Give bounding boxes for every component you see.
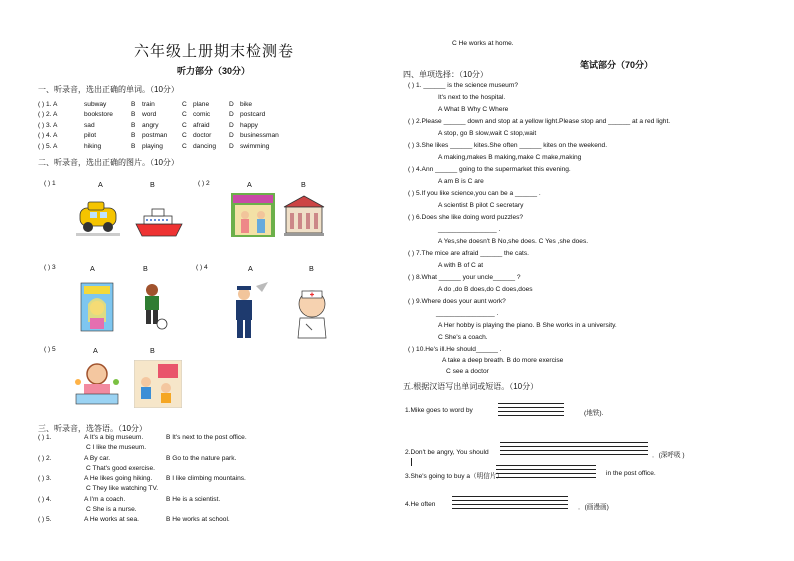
q10-stem: ( ) 10.He's ill.He should______ . xyxy=(408,346,502,353)
section1-row-1-a: subway xyxy=(84,101,107,108)
comic-book-image xyxy=(80,282,114,332)
s5-item-3-text: 3.She's going to buy a（明信片） xyxy=(405,473,504,480)
pic-item-3-option-b: B xyxy=(143,264,148,273)
section1-row-4-cw: doctor xyxy=(193,132,212,140)
q8-options: A do ,do B does,do C does,does xyxy=(438,286,533,293)
q1-options: A What B Why C Where xyxy=(438,106,509,113)
section1-row-4-b: B xyxy=(131,132,136,140)
s5-item-4-text: 4.He often xyxy=(405,501,436,508)
section1-row-3-p: ( ) 3. A xyxy=(38,121,58,129)
q9-option-c: C She's a coach. xyxy=(438,334,488,341)
s5-item-2-writing-lines[interactable] xyxy=(500,442,648,458)
s5-item-3-writing-lines[interactable] xyxy=(496,465,596,481)
section2-heading: 二、听录音，选出正确的图片。（10分） xyxy=(38,158,179,167)
section1-row-5-bw: playing xyxy=(142,142,163,150)
pic-item-1-option-b: B xyxy=(150,180,155,189)
section3-row-2-a: A By car. xyxy=(84,454,111,462)
section1-row-1-d: D xyxy=(229,101,234,108)
q2-stem: ( ) 2.Please ______ down and stop at a yellow light.Please stop and ______ at a red light. xyxy=(408,118,671,125)
pilot-image xyxy=(226,280,270,340)
section1-row-3-b: B xyxy=(131,121,136,129)
section1-row-1-b: B xyxy=(131,101,136,108)
ship-image xyxy=(134,206,184,240)
section1-row-2-cw: comic xyxy=(193,111,211,119)
section3-row-2-p: ( ) 2. xyxy=(38,454,52,462)
pic-item-4-option-b: B xyxy=(309,264,314,273)
s5-item-4-hint: ．(画漫画) xyxy=(578,504,609,511)
section1-row-3-dw: happy xyxy=(240,121,258,129)
q1-stem: ( ) 1. ______ is the science museum? xyxy=(408,82,518,89)
q1-line2: It's next to the hospital. xyxy=(438,94,506,101)
section3-row-3-p: ( ) 3. xyxy=(38,475,52,482)
q3-options: A making,makes B making,make C make,making xyxy=(438,154,582,161)
section1-row-1-c: C xyxy=(182,101,187,108)
q2-options: A stop, go B slow,wait C stop,wait xyxy=(438,130,537,137)
section3-row-1-b: B It's next to the post office. xyxy=(166,434,247,441)
s5-item-4-writing-lines[interactable] xyxy=(452,496,568,512)
section1-row-5-dw: swimming xyxy=(240,142,270,150)
section4-heading: 四、单项选择：（10分） xyxy=(403,70,488,79)
section3-row-3-c: C They like watching TV. xyxy=(86,485,159,492)
page-title: 六年级上册期末检测卷 xyxy=(134,42,295,60)
section1-row-3-c: C xyxy=(182,121,187,129)
section3-row-5-p: ( ) 5. xyxy=(38,516,52,523)
section1-row-5-d: D xyxy=(229,142,234,150)
section1-row-5-p: ( ) 5. A xyxy=(38,142,58,150)
section1-row-5-c: C xyxy=(182,142,187,150)
section1-row-2-a: bookstore xyxy=(84,111,113,119)
section1-row-4-a: pilot xyxy=(84,132,97,140)
section1-row-4-bw: postman xyxy=(142,132,168,140)
section3-row-3-a: A He likes going hiking. xyxy=(84,475,153,482)
pic-item-1-option-a: A xyxy=(98,180,103,189)
section1-row-3-cw: afraid xyxy=(193,121,210,129)
museum-image xyxy=(282,193,326,237)
q8-stem: ( ) 8.What ______ your uncle______ ? xyxy=(408,274,521,281)
text-cursor xyxy=(411,458,412,466)
section3-row-5-a: A He works at sea. xyxy=(84,516,139,523)
section1-row-2-dw: postcard xyxy=(240,111,266,119)
s5-item-3-hint: in the post office. xyxy=(606,470,656,477)
section3-row-4-b: B He is a scientist. xyxy=(166,495,221,503)
section3-row-4-c: C She is a nurse. xyxy=(86,505,137,513)
s5-item-1-text: 1.Mike goes to word by xyxy=(405,407,473,414)
q10-option-c: C see a doctor xyxy=(446,368,489,375)
pic-item-4-option-a: A xyxy=(248,264,253,273)
s5-item-1-hint: (地铁). xyxy=(584,410,604,417)
section1-row-1-dw: bike xyxy=(240,101,253,108)
q9-stem: ( ) 9.Where does your aunt work? xyxy=(408,298,506,305)
q10-options-ab: A take a deep breath. B do more exercise xyxy=(442,357,564,364)
pic-item-1-number: ( ) 1 xyxy=(44,180,56,187)
pic-item-3-option-a: A xyxy=(90,264,95,273)
s5-item-2-text: 2.Don't be angry, You should xyxy=(405,449,489,456)
girl-reading-image xyxy=(70,360,124,408)
section1-row-4-p: ( ) 4. A xyxy=(38,132,58,140)
section1-row-2-b: B xyxy=(131,111,136,119)
section1-row-5-b: B xyxy=(131,142,136,150)
q6-stem: ( ) 6.Does she like doing word puzzles? xyxy=(408,214,524,221)
section3-row-4-a: A I'm a coach. xyxy=(84,495,126,503)
section3-row-1-p: ( ) 1. xyxy=(38,434,52,441)
section3-row-3-b: B I like climbing mountains. xyxy=(166,475,246,482)
q9-answer-blank[interactable]: ________________ . xyxy=(436,310,499,317)
section1-row-2-d: D xyxy=(229,111,234,119)
q7-stem: ( ) 7.The mice are afraid ______ the cats. xyxy=(408,250,529,257)
q6-options: A Yes,she doesn't B No,she does. C Yes ,she does. xyxy=(438,238,589,245)
section3-heading: 三、听录音，选答语。（10分） xyxy=(38,424,147,433)
section1-row-2-p: ( ) 2. A xyxy=(38,111,58,119)
pic-item-5-option-a: A xyxy=(93,346,98,355)
pic-item-4-number: ( ) 4 xyxy=(196,264,208,271)
q5-options: A scientist B pilot C secretary xyxy=(438,202,524,209)
section1-row-3-d: D xyxy=(229,121,234,129)
written-title: 笔试部分（70分） xyxy=(580,60,654,70)
section1-row-5-a: hiking xyxy=(84,142,102,150)
section1-row-3-a: sad xyxy=(84,121,95,129)
pic-item-3-number: ( ) 3 xyxy=(44,264,56,271)
pic-item-2-option-b: B xyxy=(301,180,306,189)
section3-row-5-b: B He works at school. xyxy=(166,516,230,523)
section1-row-1-p: ( ) 1. A xyxy=(38,101,58,108)
section1-row-4-dw: businessman xyxy=(240,132,279,140)
kids-playing-image xyxy=(134,360,182,408)
section3-row-2-c: C That's good exercise. xyxy=(86,464,155,472)
section1-row-5-cw: dancing xyxy=(193,142,217,150)
football-player-image xyxy=(138,282,168,330)
s5-item-2-hint: ．(深呼吸 ) xyxy=(652,452,685,459)
q3-stem: ( ) 3.She likes ______ kites.She often ______ kites on the weekend. xyxy=(408,142,608,149)
q7-options: A with B of C at xyxy=(438,262,484,269)
section1-row-1-bw: train xyxy=(142,101,155,108)
q5-stem: ( ) 5.If you like science,you can be a ______ . xyxy=(408,190,541,197)
section1-row-2-bw: word xyxy=(142,111,157,119)
pic-item-2-option-a: A xyxy=(247,180,252,189)
carry-over-option: C He works at home. xyxy=(452,40,514,47)
section1-row-4-d: D xyxy=(229,132,234,140)
section3-row-2-b: B Go to the nature park. xyxy=(166,454,237,462)
q4-options: A am B is C are xyxy=(438,178,484,185)
pic-item-2-number: ( ) 2 xyxy=(198,180,210,187)
s5-item-1-writing-lines[interactable] xyxy=(498,403,564,419)
section3-row-4-p: ( ) 4. xyxy=(38,495,52,503)
section1-row-1-cw: plane xyxy=(193,101,210,108)
taxi-image xyxy=(74,196,122,238)
pic-item-5-number: ( ) 5 xyxy=(44,346,56,353)
q6-answer-blank[interactable]: ________________ . xyxy=(438,226,501,233)
section1-row-3-bw: angry xyxy=(142,121,159,129)
doctor-image xyxy=(292,288,332,340)
section1-heading: 一、听录音，选出正确的单词。（10分） xyxy=(38,85,179,94)
section5-heading: 五.根据汉语写出单词或短语。（10分） xyxy=(403,382,539,391)
listening-title: 听力部分（30分） xyxy=(177,66,251,76)
section1-row-2-c: C xyxy=(182,111,187,119)
section3-row-1-a: A It's a big museum. xyxy=(84,434,144,441)
q4-stem: ( ) 4.Ann ______ going to the supermarket this evening. xyxy=(408,166,571,173)
bookstore-image xyxy=(231,193,275,237)
section3-row-1-c: C I like the museum. xyxy=(86,444,147,451)
q9-options-ab: A Her hobby is playing the piano. B She works in a university. xyxy=(438,322,617,329)
pic-item-5-option-b: B xyxy=(150,346,155,355)
section1-row-4-c: C xyxy=(182,132,187,140)
